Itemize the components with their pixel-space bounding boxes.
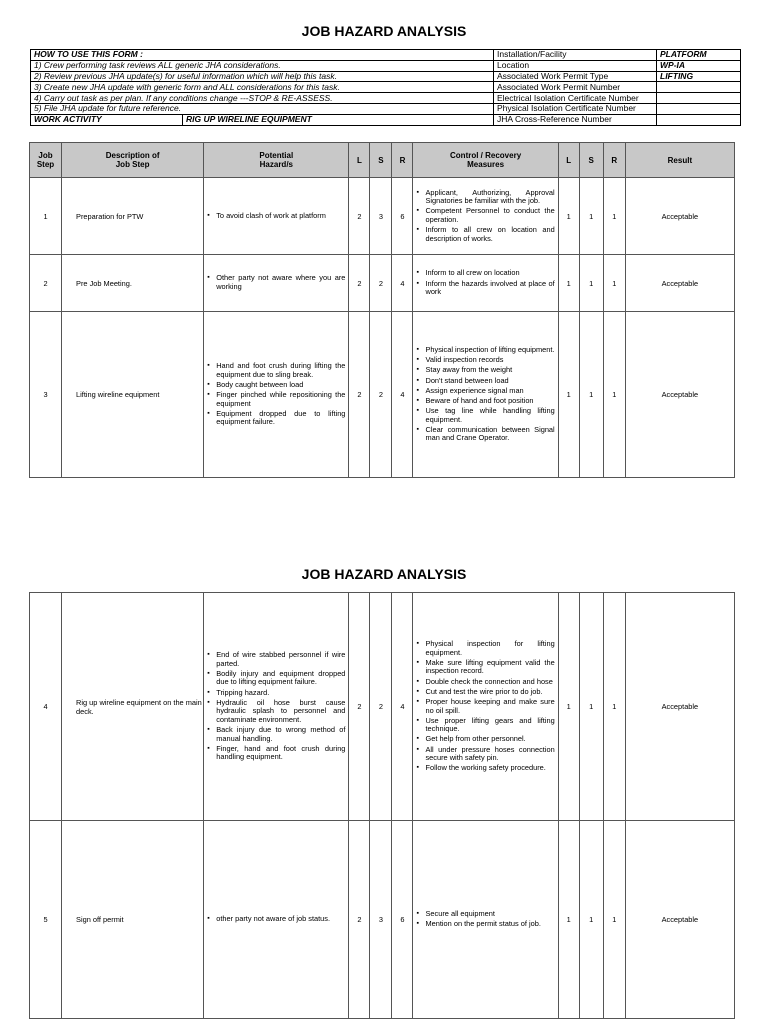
hazard-item: ▪ Finger pinched while repositioning the equipment — [207, 391, 345, 408]
hazard-item: ▪ Equipment dropped due to lifting equipment failure. — [207, 410, 345, 427]
table-row — [30, 821, 735, 1019]
form-info-table — [30, 49, 741, 126]
hazard-table-page2 — [29, 592, 735, 1019]
hazards-cell — [204, 255, 349, 312]
control-item-list — [413, 189, 557, 244]
field-value — [657, 114, 741, 125]
control-item: ▪ Valid inspection records — [416, 356, 554, 365]
hazards-cell — [204, 178, 349, 255]
likelihood-value: 2 — [349, 312, 370, 478]
hazard-item: ▪ Body caught between load — [207, 381, 345, 390]
job-step-description: Pre Job Meeting. — [62, 255, 204, 312]
hazard-item: ▪ Hand and foot crush during lifting the equipment due to sling break. — [207, 362, 345, 379]
control-item: ▪ Beware of hand and foot position — [416, 397, 554, 406]
hazard-item: ▪ Tripping hazard. — [207, 689, 345, 698]
result-value: Acceptable — [625, 312, 734, 478]
residual-likelihood-value: 1 — [558, 312, 579, 478]
table-row — [30, 593, 735, 821]
controls-cell — [413, 593, 558, 821]
hazard-item-list — [204, 274, 348, 291]
hazards-cell — [204, 821, 349, 1019]
control-item: ▪ Assign experience signal man — [416, 387, 554, 396]
controls-cell — [413, 312, 558, 478]
hazards-cell — [204, 312, 349, 478]
control-item: ▪ Competent Personnel to conduct the operation. — [416, 207, 554, 224]
hazard-item: ▪ End of wire stabbed personnel if wire parted. — [207, 651, 345, 668]
hazard-item: ▪ other party not aware of job status. — [207, 915, 345, 924]
control-item: ▪ Stay away from the weight — [416, 366, 554, 375]
table-header-row — [30, 143, 735, 178]
job-step-number: 3 — [30, 312, 62, 478]
residual-severity-value: 1 — [579, 312, 603, 478]
hazard-item-list — [204, 651, 348, 762]
severity-value: 2 — [370, 255, 392, 312]
col-controls: Control / Recovery Measures — [413, 143, 558, 178]
job-step-number: 5 — [30, 821, 62, 1019]
col-job-step: Job Step — [30, 143, 62, 178]
table-row — [30, 312, 735, 478]
hazard-item-list — [204, 362, 348, 427]
residual-severity-value: 1 — [579, 178, 603, 255]
result-value: Acceptable — [625, 821, 734, 1019]
hazard-item: ▪ Hydraulic oil hose burst cause hydraulic splash to personnel and contaminate environment. — [207, 699, 345, 725]
col-s2: S — [579, 143, 603, 178]
result-value: Acceptable — [625, 178, 734, 255]
control-item: ▪ All under pressure hoses connection secure with safety pin. — [416, 746, 554, 763]
field-value — [657, 82, 741, 93]
page-title: JOB HAZARD ANALYSIS — [301, 23, 467, 39]
control-item: ▪ Get help from other personnel. — [416, 735, 554, 744]
col-hazards: Potential Hazard/s — [204, 143, 349, 178]
field-label: Associated Work Permit Type — [494, 71, 657, 82]
job-step-number: 2 — [30, 255, 62, 312]
likelihood-value: 2 — [349, 821, 370, 1019]
hazard-item-list — [204, 915, 348, 924]
job-step-description: Lifting wireline equipment — [62, 312, 204, 478]
hazard-item: ▪ Back injury due to wrong method of manual handling. — [207, 726, 345, 743]
residual-risk-value: 1 — [603, 312, 625, 478]
work-activity-value: RIG UP WIRELINE EQUIPMENT — [183, 114, 494, 125]
control-item: ▪ Make sure lifting equipment valid the inspection record. — [416, 659, 554, 676]
col-description: Description of Job Step — [62, 143, 204, 178]
how-to-use-heading: HOW TO USE THIS FORM : — [31, 50, 494, 61]
job-step-number: 1 — [30, 178, 62, 255]
severity-value: 2 — [370, 593, 392, 821]
residual-likelihood-value: 1 — [558, 178, 579, 255]
control-item: ▪ Applicant, Authorizing, Approval Signatories be familiar with the job. — [416, 189, 554, 206]
instruction-line: 2) Review previous JHA update(s) for useful information which will help this task. — [31, 71, 494, 82]
likelihood-value: 2 — [349, 593, 370, 821]
field-label: JHA Cross-Reference Number — [494, 114, 657, 125]
work-activity-label: WORK ACTIVITY — [31, 114, 183, 125]
controls-cell — [413, 821, 558, 1019]
hazard-item: ▪ Other party not aware where you are working — [207, 274, 345, 291]
controls-cell — [413, 255, 558, 312]
field-label: Electrical Isolation Certificate Number — [494, 93, 657, 104]
field-value: LIFTING — [657, 71, 741, 82]
result-value: Acceptable — [625, 255, 734, 312]
hazards-cell — [204, 593, 349, 821]
job-step-number: 4 — [30, 593, 62, 821]
job-step-description: Rig up wireline equipment on the main deck. — [62, 593, 204, 821]
hazard-item: ▪ Bodily injury and equipment dropped due to lifting equipment failure. — [207, 670, 345, 687]
job-step-description: Sign off permit — [62, 821, 204, 1019]
instruction-line: 3) Create new JHA update with generic form and ALL considerations for this task. — [31, 82, 494, 93]
instruction-line: 5) File JHA update for future reference. — [31, 103, 494, 114]
hazard-item: ▪ Finger, hand and foot crush during handling equipment. — [207, 745, 345, 762]
page-title-2: JOB HAZARD ANALYSIS — [301, 566, 467, 582]
control-item: ▪ Use tag line while handling lifting equipment. — [416, 407, 554, 424]
field-value — [657, 93, 741, 104]
result-value: Acceptable — [625, 593, 734, 821]
col-s: S — [370, 143, 392, 178]
control-item: ▪ Inform to all crew on location — [416, 269, 554, 278]
residual-risk-value: 1 — [603, 593, 625, 821]
control-item: ▪ Cut and test the wire prior to do job. — [416, 688, 554, 697]
field-value: WP-IA — [657, 60, 741, 71]
risk-value: 6 — [392, 178, 413, 255]
col-r: R — [392, 143, 413, 178]
instruction-line: 4) Carry out task as per plan. If any conditions change ---STOP & RE-ASSESS. — [31, 93, 494, 104]
col-r2: R — [603, 143, 625, 178]
control-item: ▪ Inform the hazards involved at place of work — [416, 280, 554, 297]
residual-severity-value: 1 — [579, 593, 603, 821]
col-l: L — [349, 143, 370, 178]
table-row — [30, 178, 735, 255]
severity-value: 2 — [370, 312, 392, 478]
field-label: Physical Isolation Certificate Number — [494, 103, 657, 114]
residual-likelihood-value: 1 — [558, 593, 579, 821]
residual-likelihood-value: 1 — [558, 821, 579, 1019]
residual-risk-value: 1 — [603, 255, 625, 312]
control-item-list — [413, 269, 557, 296]
control-item-list — [413, 346, 557, 443]
control-item: ▪ Proper house keeping and make sure no oil spill. — [416, 698, 554, 715]
control-item: ▪ Double check the connection and hose — [416, 678, 554, 687]
control-item-list — [413, 640, 557, 773]
control-item: ▪ Don't stand between load — [416, 377, 554, 386]
severity-value: 3 — [370, 178, 392, 255]
control-item: ▪ Use proper lifting gears and lifting technique. — [416, 717, 554, 734]
col-result: Result — [625, 143, 734, 178]
control-item: ▪ Clear communication between Signal man and Crane Operator. — [416, 426, 554, 443]
instruction-line: 1) Crew performing task reviews ALL generic JHA considerations. — [31, 60, 494, 71]
residual-risk-value: 1 — [603, 821, 625, 1019]
control-item: ▪ Secure all equipment — [416, 910, 554, 919]
risk-value: 4 — [392, 255, 413, 312]
control-item: ▪ Inform to all crew on location and description of works. — [416, 226, 554, 243]
field-label: Installation/Facility — [494, 50, 657, 61]
table-row — [30, 255, 735, 312]
hazard-item: ▪ To avoid clash of work at platform — [207, 212, 345, 221]
hazard-table-page1 — [29, 142, 735, 478]
risk-value: 4 — [392, 312, 413, 478]
controls-cell — [413, 178, 558, 255]
field-label: Location — [494, 60, 657, 71]
residual-likelihood-value: 1 — [558, 255, 579, 312]
control-item: ▪ Follow the working safety procedure. — [416, 764, 554, 773]
field-value: PLATFORM — [657, 50, 741, 61]
control-item-list — [413, 910, 557, 929]
risk-value: 4 — [392, 593, 413, 821]
residual-risk-value: 1 — [603, 178, 625, 255]
control-item: ▪ Physical inspection for lifting equipment. — [416, 640, 554, 657]
residual-severity-value: 1 — [579, 821, 603, 1019]
col-l2: L — [558, 143, 579, 178]
severity-value: 3 — [370, 821, 392, 1019]
hazard-item-list — [204, 212, 348, 221]
likelihood-value: 2 — [349, 255, 370, 312]
control-item: ▪ Mention on the permit status of job. — [416, 920, 554, 929]
risk-value: 6 — [392, 821, 413, 1019]
field-label: Associated Work Permit Number — [494, 82, 657, 93]
job-step-description: Preparation for PTW — [62, 178, 204, 255]
field-value — [657, 103, 741, 114]
control-item: ▪ Physical inspection of lifting equipment. — [416, 346, 554, 355]
likelihood-value: 2 — [349, 178, 370, 255]
residual-severity-value: 1 — [579, 255, 603, 312]
